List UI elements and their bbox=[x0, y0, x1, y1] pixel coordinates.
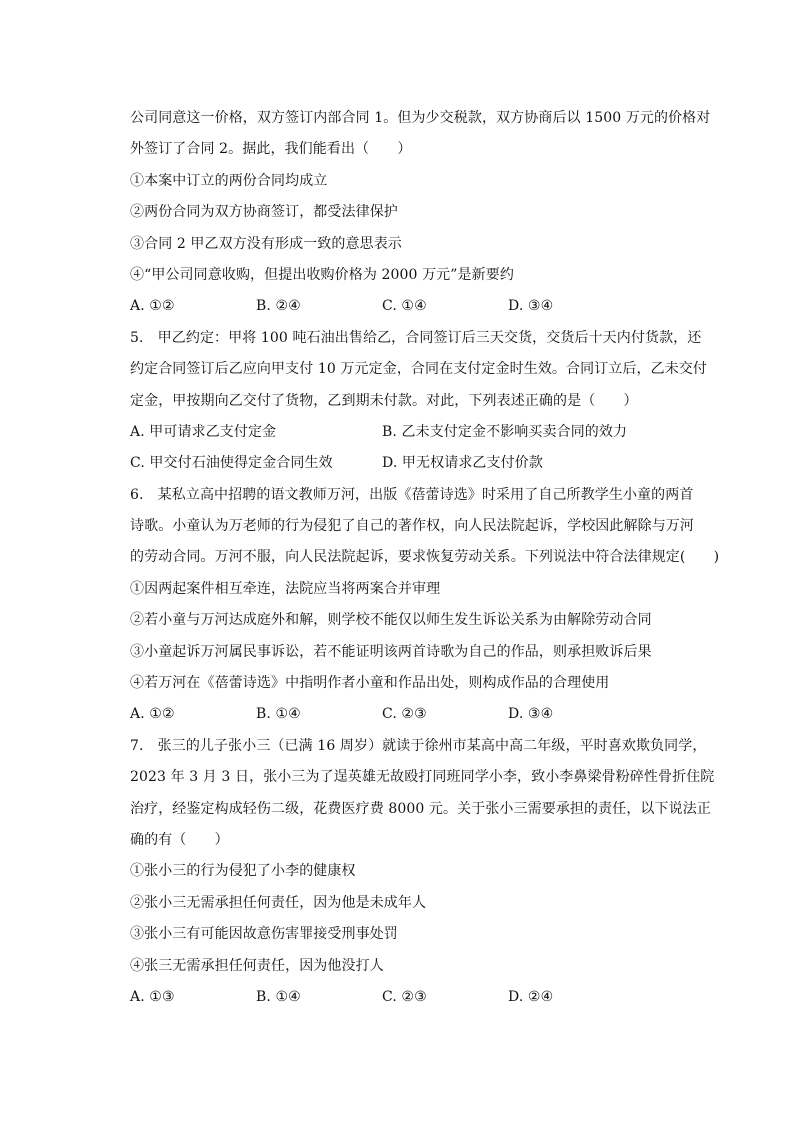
question-5-stem-line: 定金，甲按期向乙交付了货物，乙到期未付款。对此，下列表述正确的是（ ） bbox=[130, 392, 638, 409]
question-4-statement: ①本案中订立的两份合同均成立 bbox=[130, 172, 328, 189]
question-5-stem-line: 约定合同签订后乙应向甲支付 10 万元定金，合同在支付定金时生效。合同订立后，乙未交付 bbox=[130, 361, 708, 378]
exam-content bbox=[130, 103, 720, 1013]
question-7-statement: ③张小三有可能因故意伤害罪接受刑事处罚 bbox=[130, 926, 398, 943]
question-4-option-b[interactable]: B. ②④ bbox=[256, 298, 301, 315]
question-7-option-d[interactable]: D. ②④ bbox=[508, 988, 554, 1005]
question-4-option-a[interactable]: A. ①② bbox=[130, 298, 175, 315]
question-5 bbox=[130, 323, 708, 480]
question-6 bbox=[130, 480, 720, 731]
question-4-statement: ③合同 2 甲乙双方没有形成一致的意思表示 bbox=[130, 235, 402, 252]
question-4-option-d[interactable]: D. ③④ bbox=[508, 298, 554, 315]
question-5-option-a[interactable]: A. 甲可请求乙支付定金 bbox=[130, 423, 277, 440]
question-4-stem-line: 公司同意这一价格，双方签订内部合同 1。但为少交税款，双方协商后以 1500 万元的价格对 bbox=[130, 110, 711, 126]
question-7-stem-line: 2023 年 3 月 3 日，张小三为了逞英雄无故殴打同班同学小李，致小李鼻梁骨粉碎性骨折住院 bbox=[130, 769, 715, 786]
question-6-options bbox=[130, 699, 690, 730]
question-4-options bbox=[130, 291, 690, 322]
question-7-option-a[interactable]: A. ①③ bbox=[130, 988, 175, 1005]
question-4-statement: ④“甲公司同意收购，但提出收购价格为 2000 万元”是新要约 bbox=[130, 266, 514, 283]
question-6-option-c[interactable]: C. ②③ bbox=[382, 706, 427, 723]
question-6-statement: ④若万河在《蓓蕾诗选》中指明作者小童和作品出处，则构成作品的合理使用 bbox=[130, 675, 610, 692]
question-4 bbox=[130, 103, 711, 323]
question-6-statement: ②若小童与万河达成庭外和解，则学校不能仅以师生发生诉讼关系为由解除劳动合同 bbox=[130, 612, 652, 629]
question-7-stem-line: 7. 张三的儿子张小三（已满 16 周岁）就读于徐州市某高中高二年级，平时喜欢欺负同学， bbox=[130, 737, 707, 754]
question-5-stem-line: 5. 甲乙约定：甲将 100 吨石油出售给乙，合同签订后三天交货，交货后十天内付货款，还 bbox=[130, 329, 702, 346]
question-5-option-c[interactable]: C. 甲交付石油使得定金合同生效 bbox=[130, 455, 333, 472]
question-6-statement: ③小童起诉万河属民事诉讼，若不能证明该两首诗歌为自己的作品，则承担败诉后果 bbox=[130, 643, 652, 660]
question-6-option-b[interactable]: B. ①④ bbox=[256, 706, 301, 723]
question-7-stem-line: 确的有（ ） bbox=[130, 831, 229, 848]
question-4-statement: ②两份合同为双方协商签订，都受法律保护 bbox=[130, 204, 398, 221]
question-7-option-b[interactable]: B. ①④ bbox=[256, 988, 301, 1005]
question-6-stem-line: 的劳动合同。万河不服，向人民法院起诉，要求恢复劳动关系。下列说法中符合法律规定( ) bbox=[130, 549, 720, 566]
question-7 bbox=[130, 731, 715, 1014]
question-4-option-c[interactable]: C. ①④ bbox=[382, 298, 427, 315]
question-6-option-d[interactable]: D. ③④ bbox=[508, 706, 554, 723]
question-5-option-b[interactable]: B. 乙未支付定金不影响买卖合同的效力 bbox=[382, 423, 628, 440]
question-5-options-row-2 bbox=[130, 448, 690, 479]
question-6-statement: ①因两起案件相互牵连，法院应当将两案合并审理 bbox=[130, 580, 441, 597]
question-5-option-d[interactable]: D. 甲无权请求乙支付价款 bbox=[382, 455, 543, 472]
question-4-stem-line: 外签订了合同 2。据此，我们能看出（ ） bbox=[130, 141, 412, 158]
question-7-statement: ④张三无需承担任何责任，因为他没打人 bbox=[130, 957, 384, 974]
question-6-stem-line: 6. 某私立高中招聘的语文教师万河，出版《蓓蕾诗选》时采用了自己所教学生小童的两首 bbox=[130, 486, 694, 503]
question-6-stem-line: 诗歌。小童认为万老师的行为侵犯了自己的著作权，向人民法院起诉，学校因此解除与万河 bbox=[130, 518, 694, 535]
question-7-stem-line: 治疗，经鉴定构成轻伤二级，花费医疗费 8000 元。关于张小三需要承担的责任，以下说法正 bbox=[130, 800, 711, 817]
question-5-options-row-1 bbox=[130, 417, 690, 448]
question-6-option-a[interactable]: A. ①② bbox=[130, 706, 175, 723]
question-7-option-c[interactable]: C. ②③ bbox=[382, 988, 427, 1005]
question-7-options bbox=[130, 982, 690, 1013]
question-7-statement: ①张小三的行为侵犯了小李的健康权 bbox=[130, 863, 356, 880]
question-7-statement: ②张小三无需承担任何责任，因为他是未成年人 bbox=[130, 894, 427, 911]
